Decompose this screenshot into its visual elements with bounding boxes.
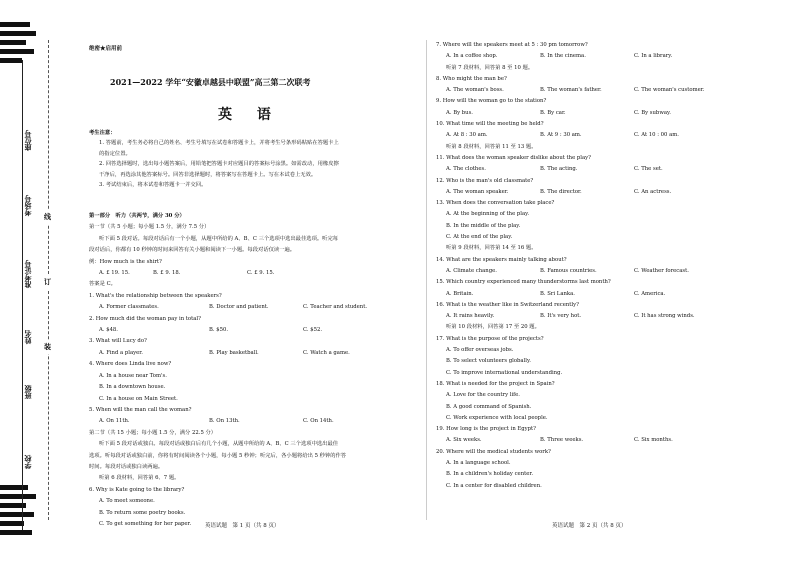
option: A. Six weeks.	[446, 437, 482, 444]
section-desc: 选项。听每段对话或独白前，你将有时间阅读各个小题，每小题 5 秒钟；听完后，各小题将给出 5 秒钟的作答	[89, 452, 347, 459]
option: C. Teacher and student.	[303, 304, 368, 311]
example-question: 例：How much is the shirt?	[89, 258, 162, 265]
option: B. Play basketball.	[209, 349, 259, 356]
option: C. £ 9. 15.	[247, 270, 275, 277]
option: A. To meet someone.	[99, 498, 155, 505]
section-note: 听第 10 段材料，回答第 17 至 20 题。	[446, 324, 540, 331]
option: B. Famous countries.	[540, 267, 597, 274]
question-19: 19. How long is the project in Egypt?	[436, 426, 537, 433]
question-17: 17. What is the purpose of the projects?	[436, 335, 544, 342]
option: A. Former classmates.	[99, 304, 159, 311]
option: A. The clothes.	[446, 166, 486, 173]
candidate-notes	[89, 128, 419, 190]
option: B. Sri Lanka.	[540, 290, 575, 297]
stripe	[0, 58, 22, 63]
question-1-options	[89, 302, 419, 313]
section-note: 听第 6 段材料，回答第 6、7 题。	[99, 475, 180, 482]
question-2-options	[89, 325, 419, 336]
note-line: 干净后，再选涂其他答案标号。回答非选择题时，将答案写在答题卡上。写在本试卷上无效。	[99, 171, 317, 178]
question-14: 14. What are the speakers mainly talking about?	[436, 256, 567, 263]
options	[436, 266, 756, 277]
options	[436, 85, 756, 96]
option: C. To improve international understanding.	[446, 369, 563, 376]
stripe	[0, 494, 36, 499]
page-footer-2: 英语试题 第 2 页（共 8 页）	[552, 523, 627, 529]
option: A. £ 19. 15.	[99, 270, 130, 277]
option: B. The director.	[540, 188, 582, 195]
option: A. In a language school.	[446, 459, 511, 466]
option: B. At 9 : 30 am.	[540, 132, 582, 139]
stripe	[0, 22, 30, 27]
stripe	[0, 40, 26, 45]
option: C. Six months.	[634, 437, 673, 444]
option: B. It's very hot.	[540, 313, 582, 320]
section-note: 听第 9 段材料，回答第 14 至 16 题。	[446, 245, 537, 252]
confidential-mark: 绝密★启用前	[89, 46, 123, 52]
question-12: 12. Who is the man's old classmate?	[436, 177, 534, 184]
question-16: 16. What is the weather like in Switzerland recently?	[436, 301, 579, 308]
option: C. America.	[634, 290, 666, 297]
subject-title: 英 语	[218, 107, 281, 123]
option: C. The set.	[634, 166, 663, 173]
cut-mark: 装	[44, 340, 51, 354]
option: A. In a house near Tom's.	[99, 372, 167, 379]
option: C. An actress.	[634, 188, 672, 195]
option: C. In a library.	[634, 53, 673, 60]
option: B. The woman's father.	[540, 87, 602, 94]
option: B. £ 9. 18.	[153, 270, 181, 277]
option: A. Britain.	[446, 290, 474, 297]
exam-room-label: 考场号	[24, 195, 32, 216]
question-3-options	[89, 348, 419, 359]
options	[436, 311, 756, 322]
option: C. The woman's customer.	[634, 87, 705, 94]
question-13: 13. When does the conversation take place?	[436, 200, 555, 207]
section-desc: 时间。每段对话或独白读两遍。	[89, 463, 164, 470]
option: B. The acting.	[540, 166, 578, 173]
option: B. To return some poetry books.	[99, 509, 186, 516]
question-2: 2. How much did the woman pay in total?	[89, 315, 201, 322]
option: A. Love for the country life.	[446, 392, 520, 399]
option: B. In the middle of the play.	[446, 222, 521, 229]
note-line: 1. 答题前，考生务必将自己的姓名、考生号填写在试卷和答题卡上，并将考生号条形码粘贴在答题卡上	[99, 140, 339, 147]
option: A. On 11th.	[99, 418, 130, 425]
option: A. At the beginning of the play.	[446, 211, 530, 218]
option: B. In a children's holiday center.	[446, 471, 534, 478]
option: B. To select volunteers globally.	[446, 358, 531, 365]
option: C. At the end of the play.	[446, 234, 513, 241]
section-desc: 听下面 5 段对话。每段对话后有一个小题，从题中所给的 A、B、C 三个选项中选出最佳选项。听完每	[99, 235, 339, 242]
column-divider	[426, 40, 427, 520]
option: B. Doctor and patient.	[209, 304, 269, 311]
exam-title: 2021—2022 学年“安徽卓越县中联盟”高三第二次联考	[110, 77, 311, 87]
page-footer-1: 英语试题 第 1 页（共 8 页）	[205, 523, 280, 529]
stripe	[0, 521, 24, 526]
option: C. It has strong winds.	[634, 313, 695, 320]
stripe	[0, 31, 36, 36]
question-6: 6. Why is Kate going to the library?	[89, 486, 185, 493]
option: A. $48.	[99, 327, 118, 334]
left-column	[89, 211, 419, 530]
binding-strip	[0, 0, 70, 561]
admission-number-label: 准考证号	[24, 260, 32, 288]
note-line: 3. 考试结束后，将本试卷和答题卡一并交回。	[99, 182, 207, 189]
section-heading: 第一节（共 5 小题；每小题 1.5 分，满分 7.5 分）	[89, 224, 210, 231]
question-1: 1. What's the relationship between the speakers?	[89, 292, 222, 299]
option: A. The woman's boss.	[446, 87, 504, 94]
note-line: 的指定位置。	[99, 150, 131, 157]
question-15: 15. Which country experienced many thunderstorms last month?	[436, 279, 611, 286]
option: C. $52.	[303, 327, 323, 334]
option: C. In a house on Main Street.	[99, 395, 178, 402]
question-7: 7. Where will the speakers meet at 5 : 30 pm tomorrow?	[436, 42, 588, 48]
section-desc: 段对话后，你都有 10 秒钟的时间来回答有关小题和阅读下一小题。每段对话仅读一遍。	[89, 247, 296, 254]
cut-mark: 线	[44, 210, 51, 224]
right-column	[436, 40, 756, 492]
cut-mark: 订	[44, 275, 51, 289]
options	[436, 435, 756, 446]
option: B. By car.	[540, 109, 566, 116]
option: A. It rains heavily.	[446, 313, 495, 320]
example-answer: 答案是 C。	[89, 281, 116, 288]
option: B. A good command of Spanish.	[446, 403, 532, 410]
name-label: 姓名	[24, 330, 32, 344]
option: B. In a downtown house.	[99, 384, 166, 391]
question-9: 9. How will the woman go to the station?	[436, 98, 547, 105]
part-heading: 第一部分 听力（共两节，满分 30 分）	[89, 213, 185, 219]
options	[436, 51, 756, 62]
option: C. To get something for her paper.	[99, 520, 192, 527]
option: B. In the cinema.	[540, 53, 586, 60]
seat-number-label: 座位号	[24, 130, 32, 151]
options	[436, 130, 756, 141]
question-5-options	[89, 416, 419, 427]
section-heading: 第二节（共 15 小题；每小题 1.5 分，满分 22.5 分）	[89, 429, 217, 436]
option: A. In a coffee shop.	[446, 53, 498, 60]
stripe	[0, 485, 28, 490]
option: C. Watch a game.	[303, 349, 350, 356]
question-18: 18. What is needed for the project in Spain?	[436, 380, 555, 387]
option: A. Find a player.	[99, 349, 143, 356]
option: A. By bus.	[446, 109, 473, 116]
option: A. At 8 : 30 am.	[446, 132, 488, 139]
class-label: 班级	[24, 385, 32, 399]
question-20: 20. Where will the medical students work?	[436, 448, 551, 455]
stripe	[0, 49, 34, 54]
options	[436, 164, 756, 175]
question-8: 8. Who might the man be?	[436, 75, 507, 82]
option: B. Three weeks.	[540, 437, 584, 444]
note-line: 2. 回答选择题时，选出每小题答案后，用铅笔把答题卡对应题目的答案标号涂黑。如需改动，用橡皮擦	[99, 161, 339, 168]
question-10: 10. What time will the meeting be held?	[436, 121, 544, 128]
option: A. The woman speaker.	[446, 188, 509, 195]
section-note: 听第 7 段材料，回答第 8 至 10 题。	[446, 64, 534, 71]
option: A. Climate change.	[446, 267, 497, 274]
option: C. In a center for disabled children.	[446, 482, 542, 489]
option: B. $50.	[209, 327, 229, 334]
school-label: 学校	[24, 455, 32, 469]
example-options	[89, 268, 419, 279]
notes-heading: 考生注意：	[89, 130, 116, 136]
stripe	[0, 530, 32, 535]
options	[436, 108, 756, 119]
question-3: 3. What will Lucy do?	[89, 338, 147, 345]
stripe	[0, 512, 34, 517]
option: A. To offer overseas jobs.	[446, 347, 514, 354]
option: C. On 14th.	[303, 418, 334, 425]
options	[436, 187, 756, 198]
section-note: 听第 8 段材料，回答第 11 至 13 题。	[446, 143, 537, 150]
option: C. At 10 : 00 am.	[634, 132, 679, 139]
question-11: 11. What does the woman speaker dislike about the play?	[436, 154, 591, 161]
option: C. Weather forecast.	[634, 267, 689, 274]
option: B. On 13th.	[209, 418, 240, 425]
section-desc: 听下面 5 段对话或独白。每段对话或独白后有几个小题，从题中所给的 A、B、C 三个选项中选出最佳	[99, 441, 339, 448]
options	[436, 289, 756, 300]
option: C. Work experience with local people.	[446, 414, 548, 421]
question-5: 5. When will the man call the woman?	[89, 406, 192, 413]
option: C. By subway.	[634, 109, 671, 116]
question-4: 4. Where does Linda live now?	[89, 361, 172, 368]
